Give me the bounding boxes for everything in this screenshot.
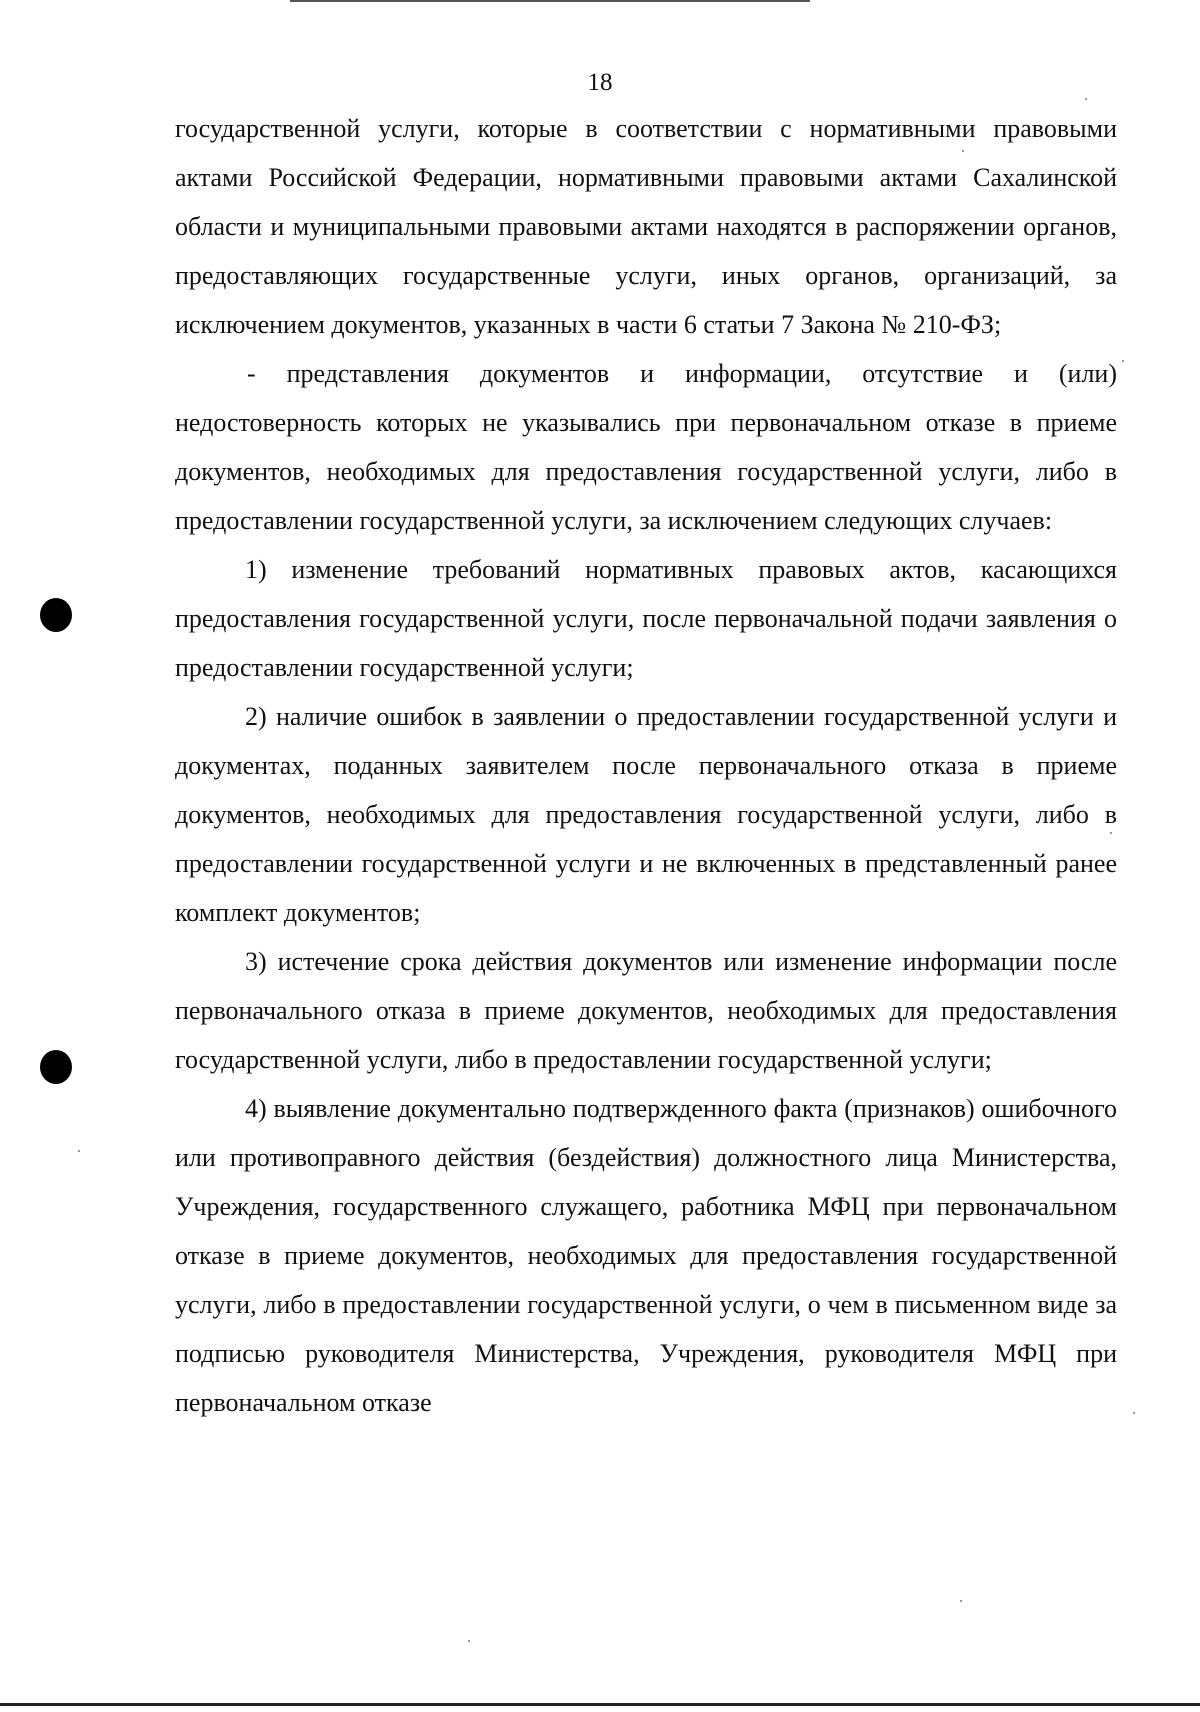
scan-speck — [78, 1150, 80, 1152]
scan-speck — [1085, 98, 1087, 100]
page-number-text: 18 — [587, 69, 613, 96]
scan-bottom-edge — [0, 1703, 1200, 1706]
paragraph-list-item-2: 2) наличие ошибок в заявлении о предоставлении государственной услуги и документах, поданных заявителем после первоначального отказа в приеме документов, необходимых для предоставления государственной услуги, либо в предоставлении государственной услуги и не включенных в представленный ранее комплект документов; — [175, 702, 1117, 927]
paragraph-list-item-1: 1) изменение требований нормативных правовых актов, касающихся предоставления государственной услуги, после первоначальной подачи заявления о предоставлении государственной услуги; — [175, 555, 1117, 682]
scan-speck — [1122, 360, 1124, 362]
page-number — [0, 68, 1200, 98]
scan-speck — [962, 150, 964, 152]
scan-speck — [1110, 832, 1112, 834]
document-body — [175, 104, 1117, 1427]
scan-speck — [960, 1600, 962, 1602]
scan-speck — [1133, 1412, 1135, 1414]
scan-speck — [468, 1640, 470, 1642]
paragraph-list-item-3: 3) истечение срока действия документов или изменение информации после первоначального отказа в приеме документов, необходимых для предоставления государственной услуги, либо в предоставлении государственной услуги; — [175, 947, 1117, 1074]
punch-hole-mark — [40, 1050, 72, 1084]
paragraph-bullet-item: - представления документов и информации, отсутствие и (или) недостоверность которых не указывались при первоначальном отказе в приеме документов, необходимых для предоставления государственной услуги, либо в предоставлении государственной услуги, за исключением следующих случаев: — [175, 359, 1117, 535]
scan-top-edge — [290, 0, 810, 2]
punch-hole-mark — [40, 598, 72, 632]
paragraph-list-item-4: 4) выявление документально подтвержденного факта (признаков) ошибочного или противоправного действия (бездействия) должностного лица Министерства, Учреждения, государственного служащего, работника МФЦ при первоначальном отказе в приеме документов, необходимых для предоставления государственной услуги, либо в предоставлении государственной услуги, о чем в письменном виде за подписью руководителя Министерства, Учреждения, руководителя МФЦ при первоначальном отказе — [175, 1094, 1117, 1417]
paragraph-continuation: государственной услуги, которые в соответствии с нормативными правовыми актами Российской Федерации, нормативными правовыми актами Сахалинской области и муниципальными правовыми актами находятся в распоряжении органов, предоставляющих государственные услуги, иных органов, организаций, за исключением документов, указанных в части 6 статьи 7 Закона № 210-ФЗ; — [175, 114, 1117, 339]
